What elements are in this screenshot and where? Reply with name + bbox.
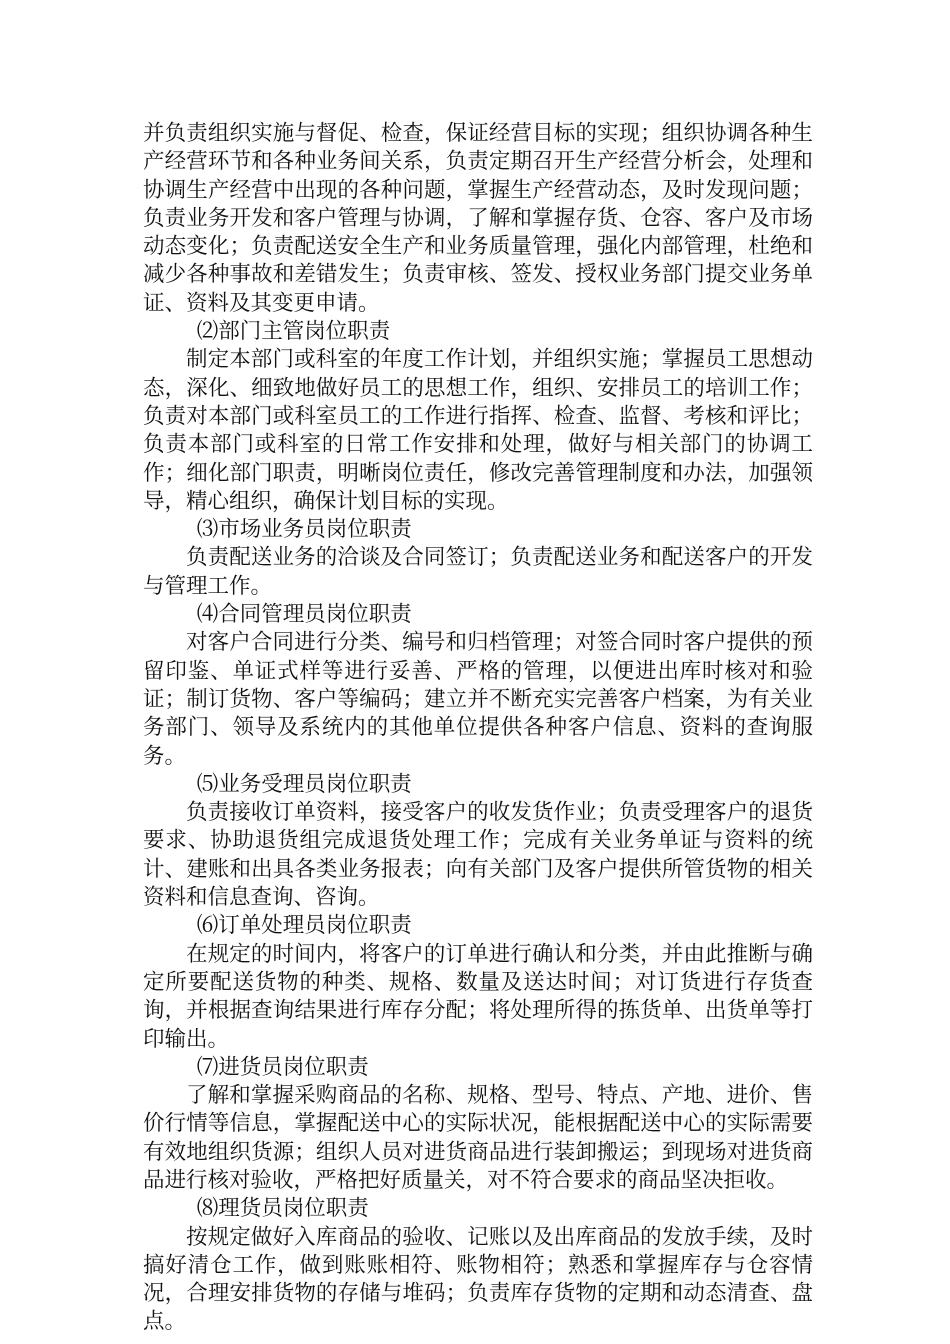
document-body	[143, 120, 813, 1337]
heading-business-receptionist: ⑸业务受理员岗位职责	[196, 771, 412, 797]
heading-stock-clerk: ⑻理货员岗位职责	[196, 1196, 369, 1222]
heading-order-processor: ⑹订单处理员岗位职责	[196, 913, 412, 939]
paragraph-order-processor: 在规定的时间内，将客户的订单进行确认和分类，并由此推断与确定所要配送货物的种类、规格、数量及送达时间；对订货进行存货查询，并根据查询结果进行库存分配；将处理所得的拣货单、出货单等打印输出。	[143, 941, 813, 1052]
paragraph-contract-manager: 对客户合同进行分类、编号和归档管理；对签合同时客户提供的预留印鉴、单证式样等进行妥善、严格的管理，以便进出库时核对和验证；制订货物、客户等编码；建立并不断充实完善客户档案，为有关业务部门、领导及系统内的其他单位提供各种客户信息、资料的查询服务。	[143, 630, 813, 769]
paragraph-stock-clerk: 按规定做好入库商品的验收、记账以及出库商品的发放手续，及时搞好清仓工作，做到账账相符、账物相符；熟悉和掌握库存与仓容情况，合理安排货物的存储与堆码；负责库存货物的定期和动态清查、盘点。	[143, 1224, 813, 1335]
heading-contract-manager: ⑷合同管理员岗位职责	[196, 602, 412, 628]
paragraph-intro: 并负责组织实施与督促、检查，保证经营目标的实现；组织协调各种生产经营环节和各种业务间关系，负责定期召开生产经营分析会，处理和协调生产经营中出现的各种问题，掌握生产经营动态，及时发现问题；负责业务开发和客户管理与协调，了解和掌握存货、仓容、客户及市场动态变化；负责配送安全生产和业务质量管理，强化内部管理，杜绝和减少各种事故和差错发生；负责审核、签发、授权业务部门提交业务单证、资料及其变更申请。	[143, 121, 813, 316]
heading-market-salesperson: ⑶市场业务员岗位职责	[196, 517, 412, 543]
paragraph-department-supervisor: 制定本部门或科室的年度工作计划，并组织实施；掌握员工思想动态，深化、细致地做好员工的思想工作，组织、安排员工的培训工作；负责对本部门或科室员工的工作进行指挥、检查、监督、考核和评比；负责本部门或科室的日常工作安排和处理，做好与相关部门的协调工作；细化部门职责，明晰岗位责任，修改完善管理制度和办法，加强领导，精心组织，确保计划目标的实现。	[143, 347, 813, 514]
paragraph-market-salesperson: 负责配送业务的洽谈及合同签订；负责配送业务和配送客户的开发与管理工作。	[143, 545, 813, 599]
paragraph-purchaser: 了解和掌握采购商品的名称、规格、型号、特点、产地、进价、售价行情等信息，掌握配送中心的实际状况，能根据配送中心的实际需要有效地组织货源；组织人员对进货商品进行装卸搬运；到现场对进货商品进行核对验收，严格把好质量关，对不符合要求的商品坚决拒收。	[143, 1083, 813, 1193]
heading-department-supervisor: ⑵部门主管岗位职责	[196, 319, 391, 345]
heading-purchaser: ⑺进货员岗位职责	[196, 1054, 369, 1080]
paragraph-business-receptionist: 负责接收订单资料，接受客户的收发货作业；负责受理客户的退货要求、协助退货组完成退货处理工作；完成有关业务单证与资料的统计、建账和出具各类业务报表；向有关部门及客户提供所管货物的相关资料和信息查询、咨询。	[143, 800, 813, 911]
